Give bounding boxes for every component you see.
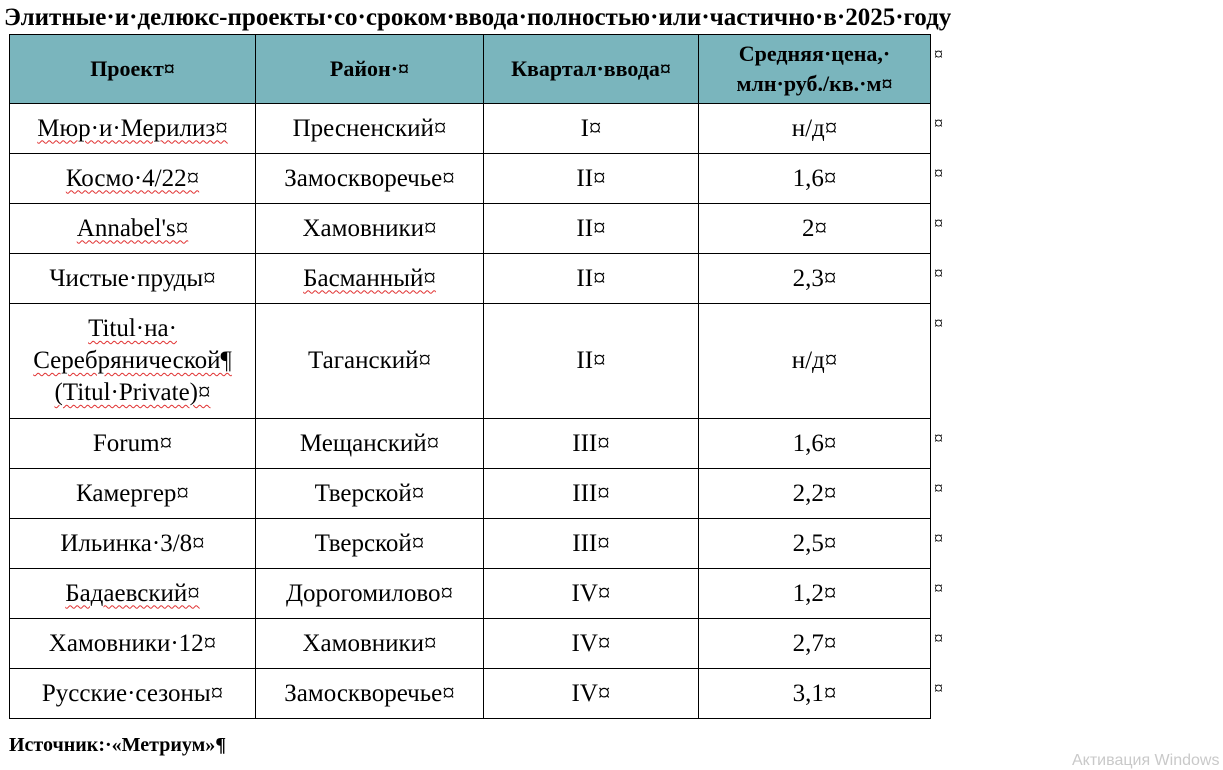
cell-quarter: III¤: [484, 419, 699, 469]
cell-district: Тверской¤: [256, 519, 484, 569]
row-end-mark: ¤: [934, 312, 943, 333]
cell-district: Мещанский¤: [256, 419, 484, 469]
cell-district: Замоскворечье¤: [256, 154, 484, 204]
row-end-mark: ¤: [934, 43, 943, 64]
document-title: Элитные·и·делюкс-проекты·со·сроком·ввода·полностью·или·частично·в·2025·году: [4, 4, 952, 31]
cell-district: Дорогомилово¤: [256, 569, 484, 619]
header-price: Средняя·цена,· млн·руб./кв.·м¤: [699, 35, 931, 104]
cell-project: Хамовники·12¤: [10, 619, 256, 669]
cell-quarter: II¤: [484, 204, 699, 254]
row-end-mark: ¤: [934, 262, 943, 283]
cell-district: Пресненский¤: [256, 104, 484, 154]
table-row: [10, 254, 931, 304]
cell-quarter: IV¤: [484, 619, 699, 669]
cell-project: Бадаевский¤: [10, 569, 256, 619]
cell-price: 2¤: [699, 204, 931, 254]
row-end-mark: ¤: [934, 162, 943, 183]
table-row: [10, 469, 931, 519]
cell-quarter: III¤: [484, 519, 699, 569]
cell-district: Тверской¤: [256, 469, 484, 519]
cell-quarter: III¤: [484, 469, 699, 519]
table-row: [10, 154, 931, 204]
row-end-mark: ¤: [934, 677, 943, 698]
row-end-mark: ¤: [934, 577, 943, 598]
windows-activation-watermark: Активация Windows: [1072, 752, 1220, 769]
row-end-mark: ¤: [934, 212, 943, 233]
cell-quarter: II¤: [484, 254, 699, 304]
cell-quarter: II¤: [484, 154, 699, 204]
row-end-mark: ¤: [934, 627, 943, 648]
cell-price: 1,6¤: [699, 154, 931, 204]
cell-quarter: I¤: [484, 104, 699, 154]
row-end-mark: ¤: [934, 427, 943, 448]
cell-project: Annabel's¤: [10, 204, 256, 254]
cell-project: Камергер¤: [10, 469, 256, 519]
cell-project: Ильинка·3/8¤: [10, 519, 256, 569]
cell-quarter: IV¤: [484, 569, 699, 619]
table-row: [10, 669, 931, 719]
row-end-mark: ¤: [934, 112, 943, 133]
row-end-mark: ¤: [934, 527, 943, 548]
header-project: Проект¤: [10, 35, 256, 104]
cell-price: 1,6¤: [699, 419, 931, 469]
table-row: [10, 304, 931, 419]
table-header-row: [10, 35, 931, 104]
cell-price: 3,1¤: [699, 669, 931, 719]
table-row: [10, 519, 931, 569]
cell-price: 2,3¤: [699, 254, 931, 304]
source-note: Источник:·«Метриум»¶: [9, 734, 227, 756]
cell-project: Titul·на· Серебрянической¶ (Titul·Private)¤: [10, 304, 256, 419]
cell-project: Forum¤: [10, 419, 256, 469]
cell-project: Космо·4/22¤: [10, 154, 256, 204]
cell-price: н/д¤: [699, 104, 931, 154]
row-end-mark: ¤: [934, 477, 943, 498]
cell-quarter: IV¤: [484, 669, 699, 719]
cell-project: Русские·сезоны¤: [10, 669, 256, 719]
cell-price: 2,2¤: [699, 469, 931, 519]
header-district: Район·¤: [256, 35, 484, 104]
table-row: [10, 619, 931, 669]
cell-district: Хамовники¤: [256, 619, 484, 669]
cell-project: Чистые·пруды¤: [10, 254, 256, 304]
projects-table: [9, 34, 931, 719]
cell-project: Мюр·и·Мерилиз¤: [10, 104, 256, 154]
cell-price: 2,7¤: [699, 619, 931, 669]
cell-price: 2,5¤: [699, 519, 931, 569]
table-row: [10, 419, 931, 469]
cell-price: 1,2¤: [699, 569, 931, 619]
cell-district: Замоскворечье¤: [256, 669, 484, 719]
cell-district: Хамовники¤: [256, 204, 484, 254]
cell-price: н/д¤: [699, 304, 931, 419]
table-row: [10, 104, 931, 154]
cell-district: Басманный¤: [256, 254, 484, 304]
cell-district: Таганский¤: [256, 304, 484, 419]
table-row: [10, 204, 931, 254]
cell-quarter: II¤: [484, 304, 699, 419]
header-quarter: Квартал·ввода¤: [484, 35, 699, 104]
table-row: [10, 569, 931, 619]
